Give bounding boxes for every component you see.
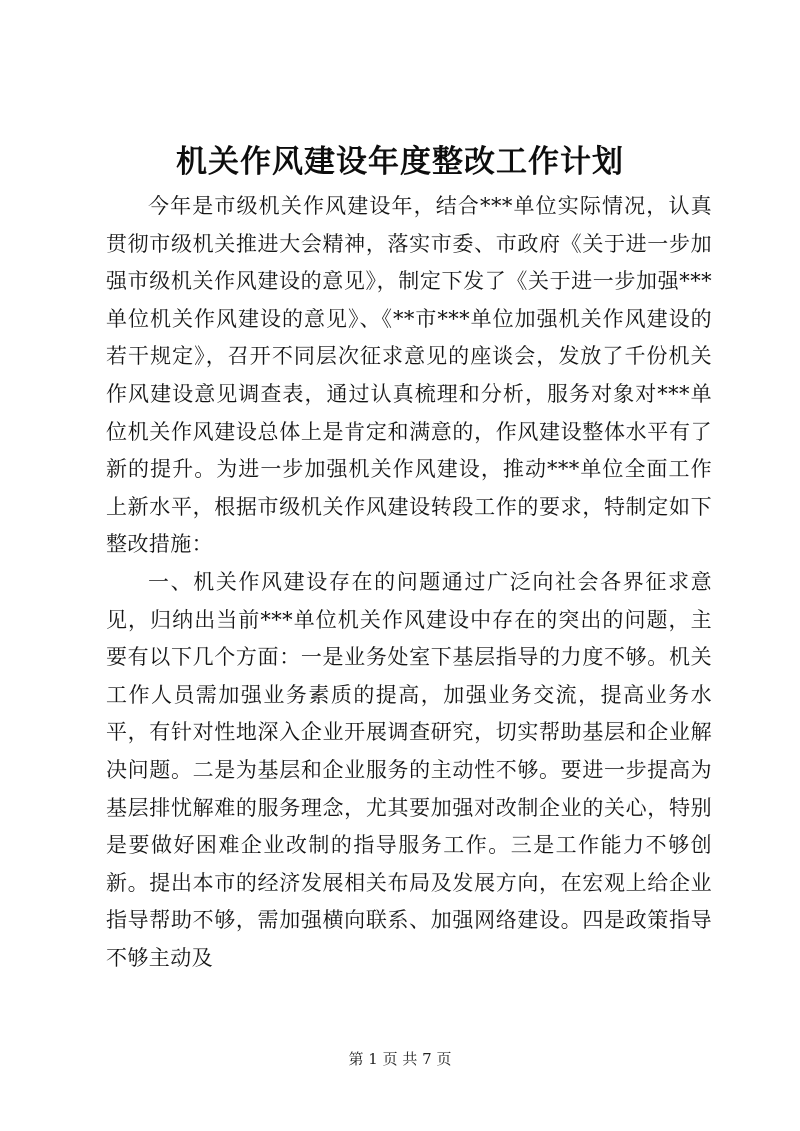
document-title: 机关作风建设年度整改工作计划 [176,144,624,180]
document-body [106,188,712,977]
paragraph-problems: 一、机关作风建设存在的问题通过广泛向社会各界征求意见，归纳出当前***单位机关作风建设中存在的突出的问题，主要有以下几个方面：一是业务处室下基层指导的力度不够。机关工作人员需加强业务素质的提高，加强业务交流，提高业务水平，有针对性地深入企业开展调查研究，切实帮助基层和企业解决问题。二是为基层和企业服务的主动性不够。要进一步提高为基层排忧解难的服务理念，尤其要加强对改制企业的关心，特别是要做好困难企业改制的指导服务工作。三是工作能力不够创新。提出本市的经济发展相关布局及发展方向，在宏观上给企业指导帮助不够，需加强横向联系、加强网络建设。四是政策指导不够主动及 [106,569,712,970]
paragraph-intro: 今年是市级机关作风建设年，结合***单位实际情况，认真贯彻市级机关推进大会精神，落实市委、市政府《关于进一步加强市级机关作风建设的意见》，制定下发了《关于进一步加强***单位机关作风建设的意见》、《**市***单位加强机关作风建设的若干规定》，召开不同层次征求意见的座谈会，发放了千份机关作风建设意见调查表，通过认真梳理和分析，服务对象对***单位机关作风建设总体上是肯定和满意的，作风建设整体水平有了新的提升。为进一步加强机关作风建设，推动***单位全面工作上新水平，根据市级机关作风建设转段工作的要求，特制定如下整改措施： [106,194,712,557]
page-footer: 第 1 页 共 7 页 [348,1050,452,1068]
